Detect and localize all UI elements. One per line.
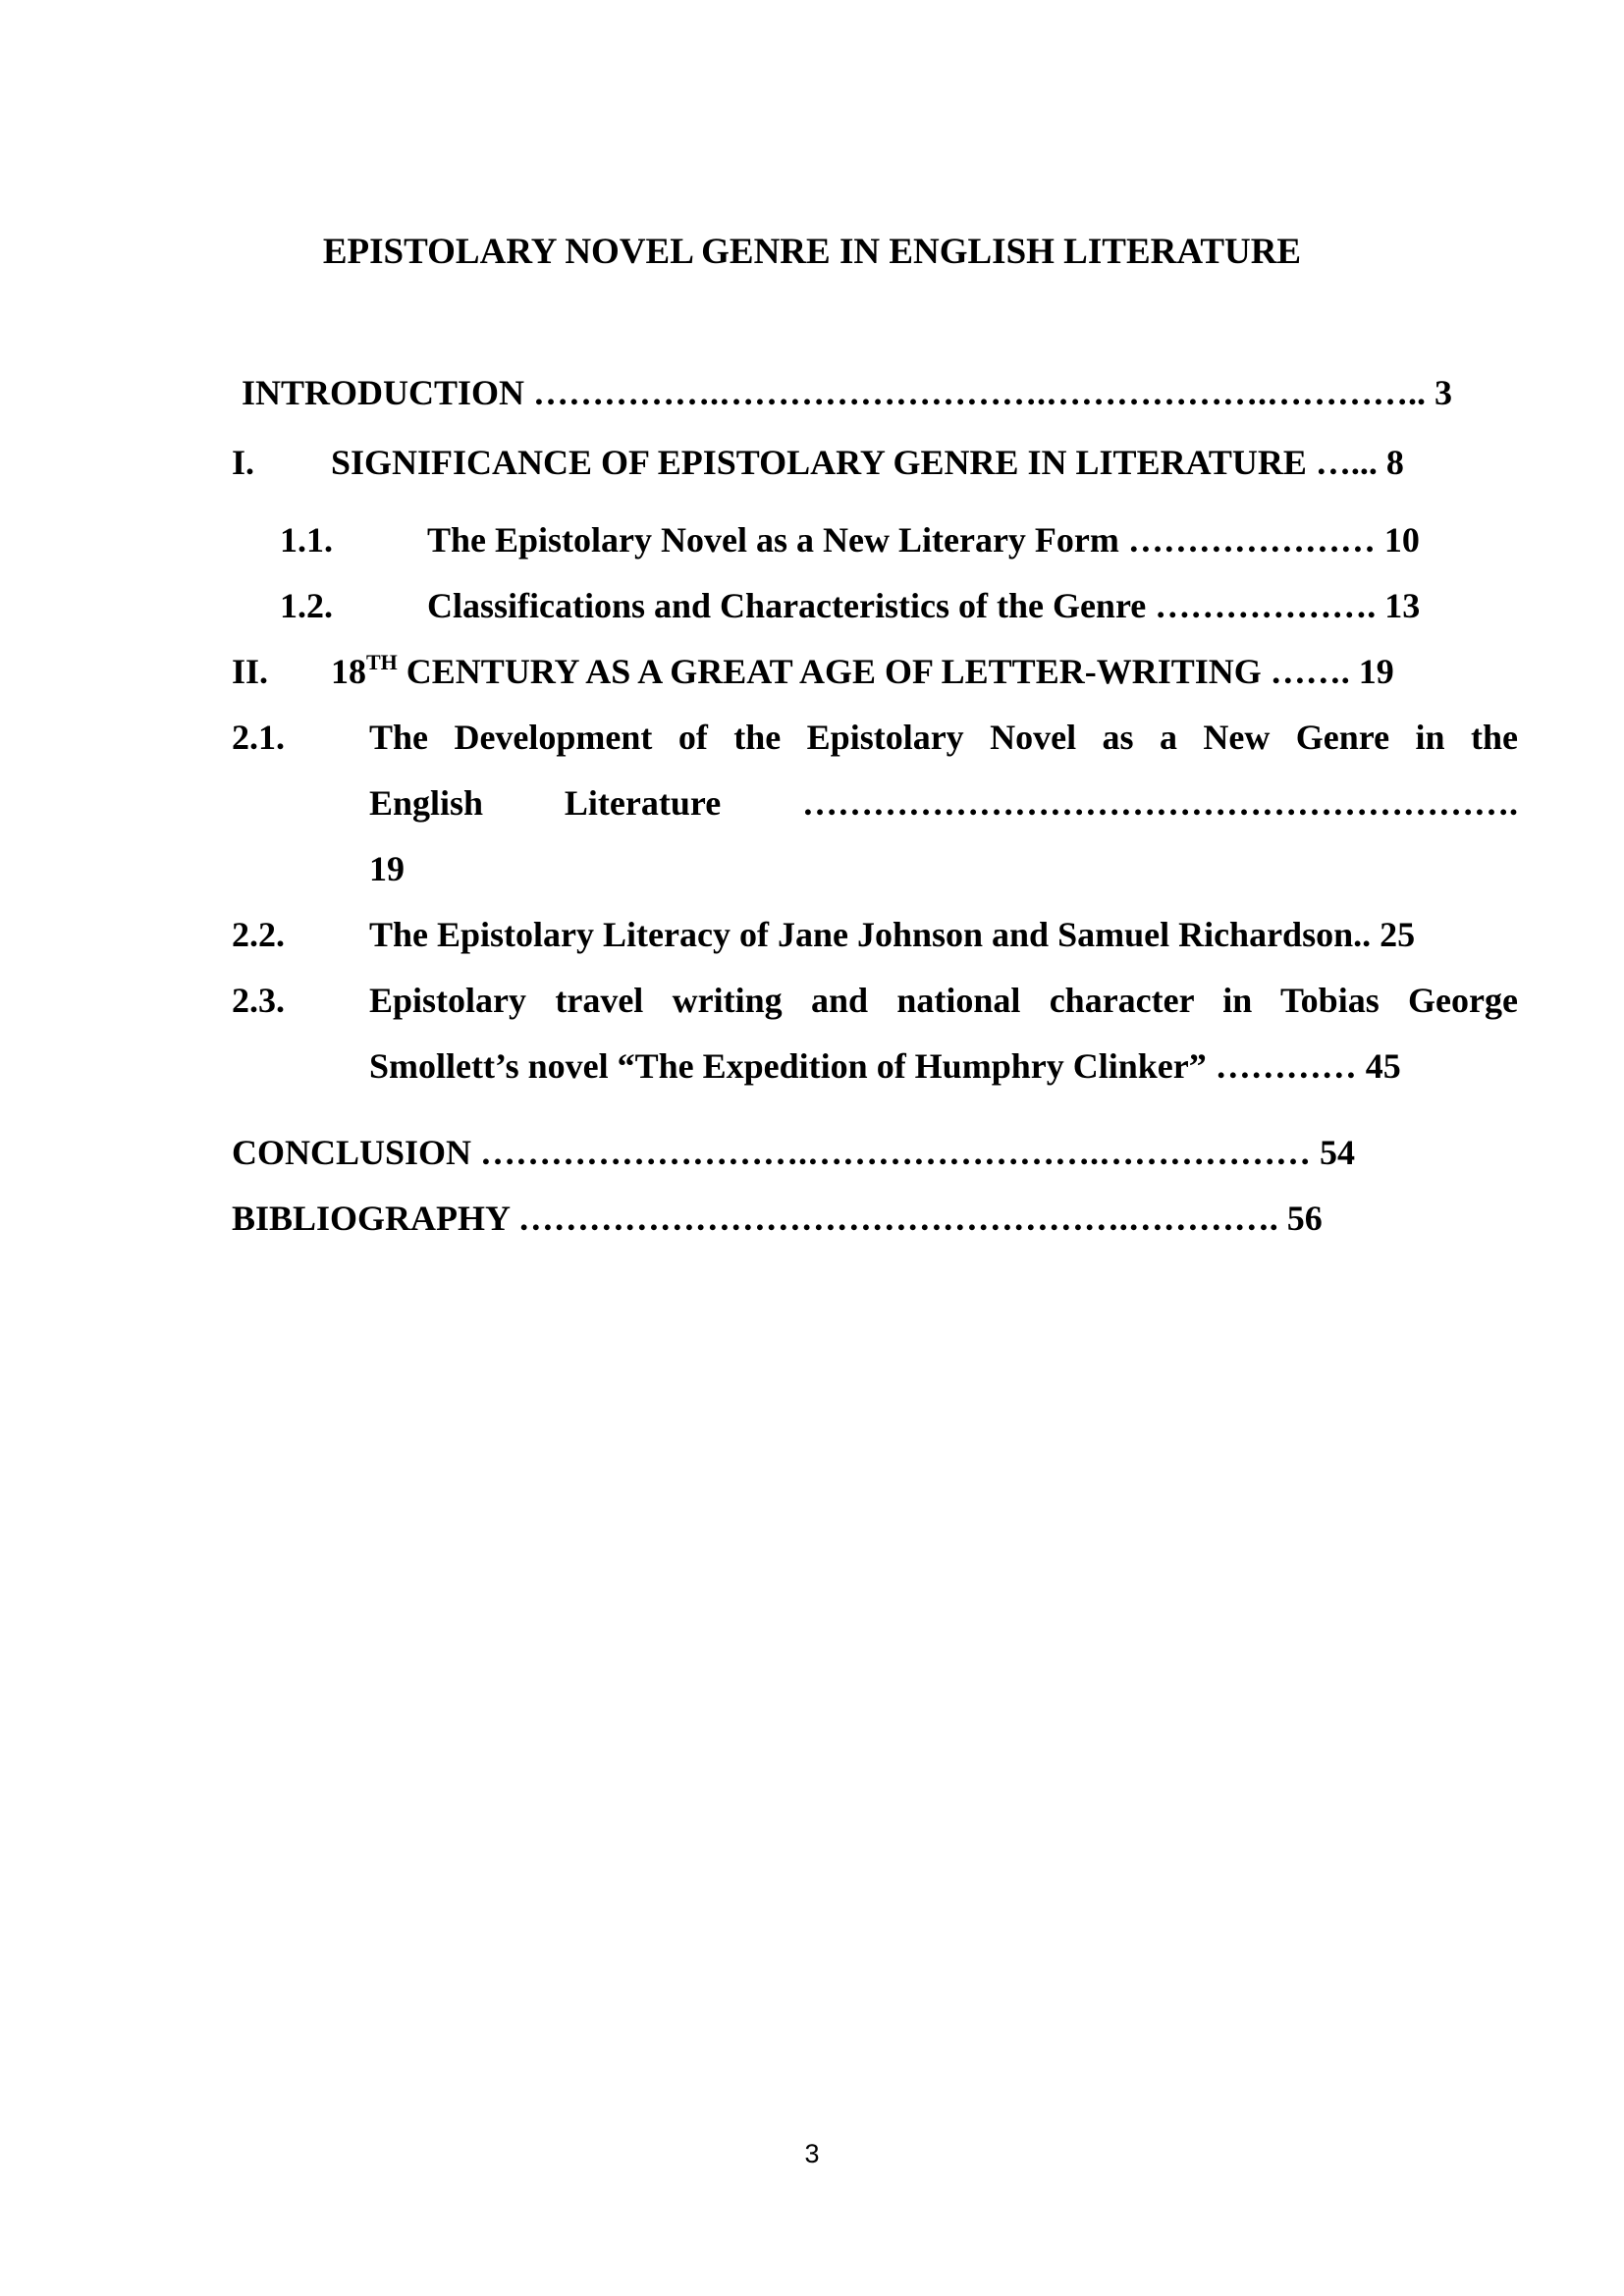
chapter-title: CENTURY AS A GREAT AGE OF LETTER-WRITING ……. 19 [397, 652, 1394, 691]
toc-entry-section-1-2 [280, 582, 1517, 629]
toc-entry-text-line-1: The Development of the Epistolary Novel as a New Genre in the [369, 718, 1518, 757]
toc-entry-text [331, 648, 1394, 695]
toc-entry-section-2-3 [232, 977, 1518, 1095]
toc-entry-text: The Epistolary Novel as a New Literary Form ………………… 10 [427, 520, 1420, 560]
toc-entry-text: The Epistolary Literacy of Jane Johnson and Samuel Richardson.. 25 [369, 915, 1416, 954]
toc-entry-chapter-1 [232, 439, 1518, 486]
toc-entry-number: 1.1. [280, 520, 333, 560]
toc-entry-section-1-1 [280, 516, 1517, 563]
toc-entry-section-2-2 [232, 911, 1518, 958]
toc-entry-number: 2.3. [232, 981, 285, 1020]
toc-entry-chapter-2 [232, 648, 1518, 695]
toc-entry-number: I. [232, 443, 255, 482]
toc-entry-text-line-2: English Literature ……………………………………………………. [369, 783, 1518, 823]
document-title: EPISTOLARY NOVEL GENRE IN ENGLISH LITERATURE [322, 232, 1302, 272]
ordinal-suffix: TH [366, 650, 398, 674]
page-number: 3 [804, 2139, 820, 2168]
toc-entry-conclusion: CONCLUSION ……………………….…………………….……………… 54 [232, 1133, 1356, 1172]
toc-entry-number: 2.1. [232, 718, 285, 757]
toc-entry-text-line-2: Smollett’s novel “The Expedition of Humphry Clinker” ………… 45 [369, 1046, 1401, 1086]
toc-entry-text-line-1: Epistolary travel writing and national character in Tobias George [369, 981, 1518, 1020]
toc-entry-page: 19 [369, 849, 405, 888]
toc-entry-introduction: INTRODUCTION …………….……………………….……………….………….. 3 [242, 373, 1453, 412]
toc-entry-number: 2.2. [232, 915, 285, 954]
toc-entry-bibliography: BIBLIOGRAPHY …………………………………………….…………. 56 [232, 1199, 1323, 1238]
toc-entry-text: Classifications and Characteristics of the Genre ………………. 13 [427, 586, 1421, 625]
toc-entry-section-2-1 [232, 714, 1518, 910]
century-number: 18 [331, 652, 366, 691]
toc-entry-number: II. [232, 652, 269, 691]
toc-entry-number: 1.2. [280, 586, 333, 625]
toc-entry-text: SIGNIFICANCE OF EPISTOLARY GENRE IN LITERATURE …... 8 [331, 443, 1404, 482]
